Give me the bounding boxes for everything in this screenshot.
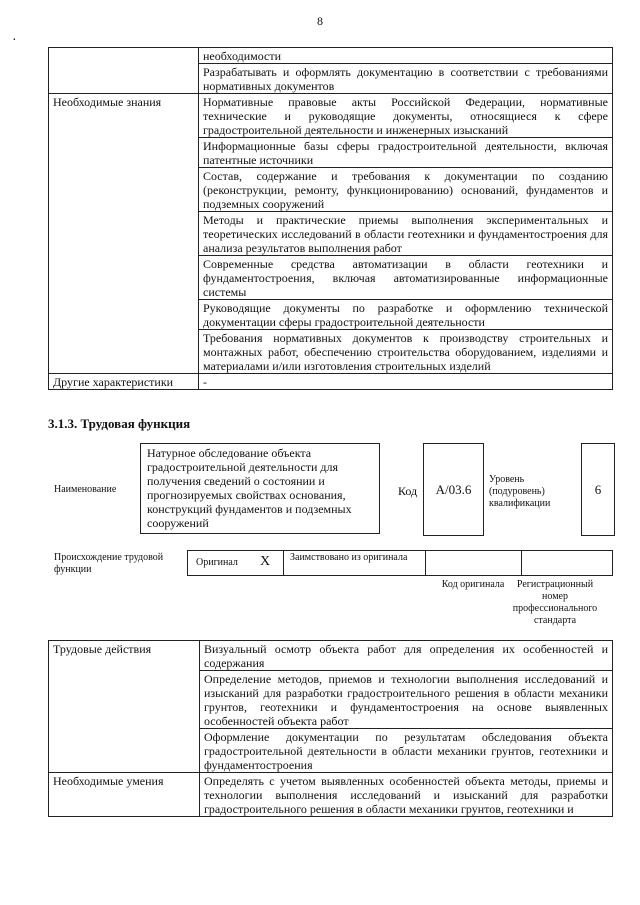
row-text: Современные средства автоматизации в области геотехники и фундаментостроения, включая автоматизированные информационные системы bbox=[199, 256, 613, 300]
row-label bbox=[49, 48, 199, 94]
table-row bbox=[49, 773, 613, 817]
origin-row bbox=[187, 550, 613, 576]
qualification-level-box: 6 bbox=[581, 443, 615, 536]
code-label: Код bbox=[398, 484, 418, 498]
row-text: Определять с учетом выявленных особенностей объекта методы, приемы и технологии выполнения исследований и изысканий для разработки градостроительного решения в области механики грунтов, геотехники и bbox=[200, 773, 613, 817]
table-row bbox=[49, 641, 613, 671]
row-label: Трудовые действия bbox=[49, 641, 200, 773]
row-text: Информационные базы сферы градостроительной деятельности, включая патентные источники bbox=[199, 138, 613, 168]
caption-registration-number: Регистрационный номер профессионального стандарта bbox=[512, 579, 598, 626]
function-code-box: А/03.6 bbox=[423, 443, 484, 536]
origin-original-cell bbox=[187, 551, 271, 575]
original-label: Оригинал bbox=[196, 557, 238, 568]
row-text: Руководящие документы по разработке и оформлению технической документации сферы градостроительной деятельности bbox=[199, 300, 613, 330]
row-label: Другие характеристики bbox=[49, 374, 199, 390]
row-text: Нормативные правовые акты Российской Федерации, нормативные технические и руководящие документы, относящиеся к сфере градостроительной деятельности и инженерных изысканий bbox=[199, 94, 613, 138]
origin-borrowed-cell bbox=[283, 551, 425, 575]
origin-label: Происхождение трудовой функции bbox=[54, 552, 164, 575]
row-text: необходимости bbox=[199, 48, 613, 64]
origin-code-cell bbox=[425, 551, 521, 575]
row-text: Требования нормативных документов к производству строительных и монтажных работ, обеспечению строительства оборудованием, изделиями и материалами и/или изготовления строительных изделий bbox=[199, 330, 613, 374]
original-mark: X bbox=[260, 554, 271, 569]
requirements-table-bottom bbox=[48, 640, 613, 817]
table-row bbox=[49, 48, 613, 64]
table-row bbox=[49, 94, 613, 138]
borrowed-label: Заимствовано из оригинала bbox=[290, 552, 408, 563]
row-label: Необходимые знания bbox=[49, 94, 199, 374]
function-name-box: Натурное обследование объекта градостроительной деятельности для получения сведений о состоянии и прогнозируемых свойствах основания, конструкций фундаментов и подземных сооружений bbox=[140, 443, 380, 534]
level-label: Уровень (подуровень) квалификации bbox=[489, 474, 551, 509]
row-text: Визуальный осмотр объекта работ для определения их особенностей и содержания bbox=[200, 641, 613, 671]
row-text: Оформление документации по результатам обследования объекта градостроительной деятельности в области механики грунтов, геотехники и фундаментостроения bbox=[200, 729, 613, 773]
requirements-table-top bbox=[48, 47, 613, 390]
row-label: Необходимые умения bbox=[49, 773, 200, 817]
page-number: 8 bbox=[317, 14, 323, 28]
row-text: Разрабатывать и оформлять документацию в соответствии с требованиями нормативных документов bbox=[199, 64, 613, 94]
origin-reg-cell bbox=[521, 551, 613, 575]
section-title: 3.1.3. Трудовая функция bbox=[48, 416, 191, 431]
row-text: Состав, содержание и требования к документации по созданию (реконструкции, ремонту, функционированию) оснований, фундаментов и подземных сооружений bbox=[199, 168, 613, 212]
row-text: - bbox=[199, 374, 613, 390]
row-text: Определение методов, приемов и технологии выполнения исследований и изысканий для разработки градостроительного решения в области механики грунтов, геотехники и фундаментостроения на основе выявленных особенностей объекта работ bbox=[200, 671, 613, 729]
row-text: Методы и практические приемы выполнения экспериментальных и теоретических исследований в области геотехники и фундаментостроения для анализа результатов выполнения работ bbox=[199, 212, 613, 256]
caption-code-original: Код оригинала bbox=[441, 579, 505, 590]
margin-dot: · bbox=[12, 33, 17, 48]
name-label: Наименование bbox=[54, 484, 117, 495]
table-row bbox=[49, 374, 613, 390]
